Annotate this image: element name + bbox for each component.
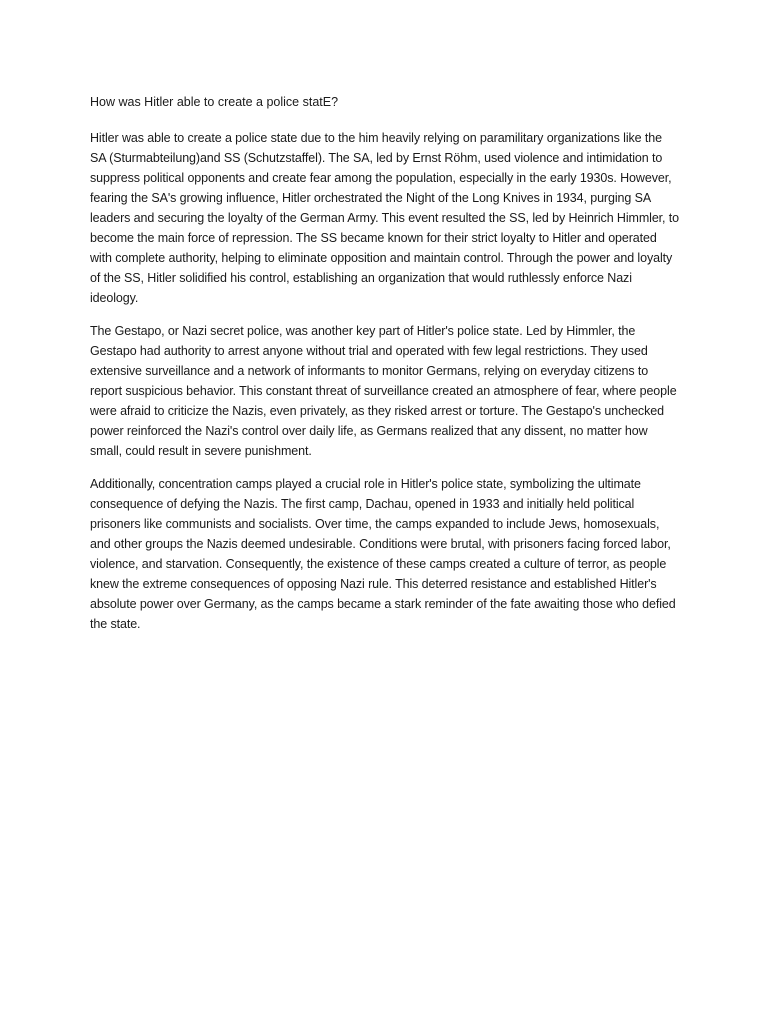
paragraph-gestapo: The Gestapo, or Nazi secret police, was another key part of Hitler's police state. Led by Himmler, the Gestapo had authority to arrest anyone without trial and operated with few legal restrictions. They used extensive surveillance and a network of informants to monitor Germans, relying on everyday citizens to report suspicious behavior. This constant threat of surveillance created an atmosphere of fear, where people were afraid to criticize the Nazis, even privately, as they risked arrest or torture. The Gestapo's unchecked power reinforced the Nazi's control over daily life, as Germans realized that any dissent, no matter how small, could result in severe punishment.: [90, 324, 677, 458]
essay-question: How was Hitler able to create a police statE?: [90, 95, 339, 109]
document-body: [90, 92, 680, 647]
paragraph-ss-sa: Hitler was able to create a police state due to the him heavily relying on paramilitary organizations like the SA (Sturmabteilung)and SS (Schutzstaffel). The SA, led by Ernst Röhm, used violence and intimidation to suppress political opponents and create fear among the population, especially in the early 1930s. However, fearing the SA's growing influence, Hitler orchestrated the Night of the Long Knives in 1934, purging SA leaders and securing the loyalty of the German Army. This event resulted the SS, led by Heinrich Himmler, to become the main force of repression. The SS became known for their strict loyalty to Hitler and operated with complete authority, helping to eliminate opposition and maintain control. Through the power and loyalty of the SS, Hitler solidified his control, establishing an organization that would ruthlessly enforce Nazi ideology.: [90, 131, 680, 305]
paragraph-concentration-camps: Additionally, concentration camps played a crucial role in Hitler's police state, symbolizing the ultimate consequence of defying the Nazis. The first camp, Dachau, opened in 1933 and initially held political prisoners like communists and socialists. Over time, the camps expanded to include Jews, homosexuals, and other groups the Nazis deemed undesirable. Conditions were brutal, with prisoners facing forced labor, violence, and starvation. Consequently, the existence of these camps created a culture of terror, as people knew the extreme consequences of opposing Nazi rule. This deterred resistance and established Hitler's absolute power over Germany, as the camps became a stark reminder of the fate awaiting those who defied the state.: [90, 477, 676, 631]
